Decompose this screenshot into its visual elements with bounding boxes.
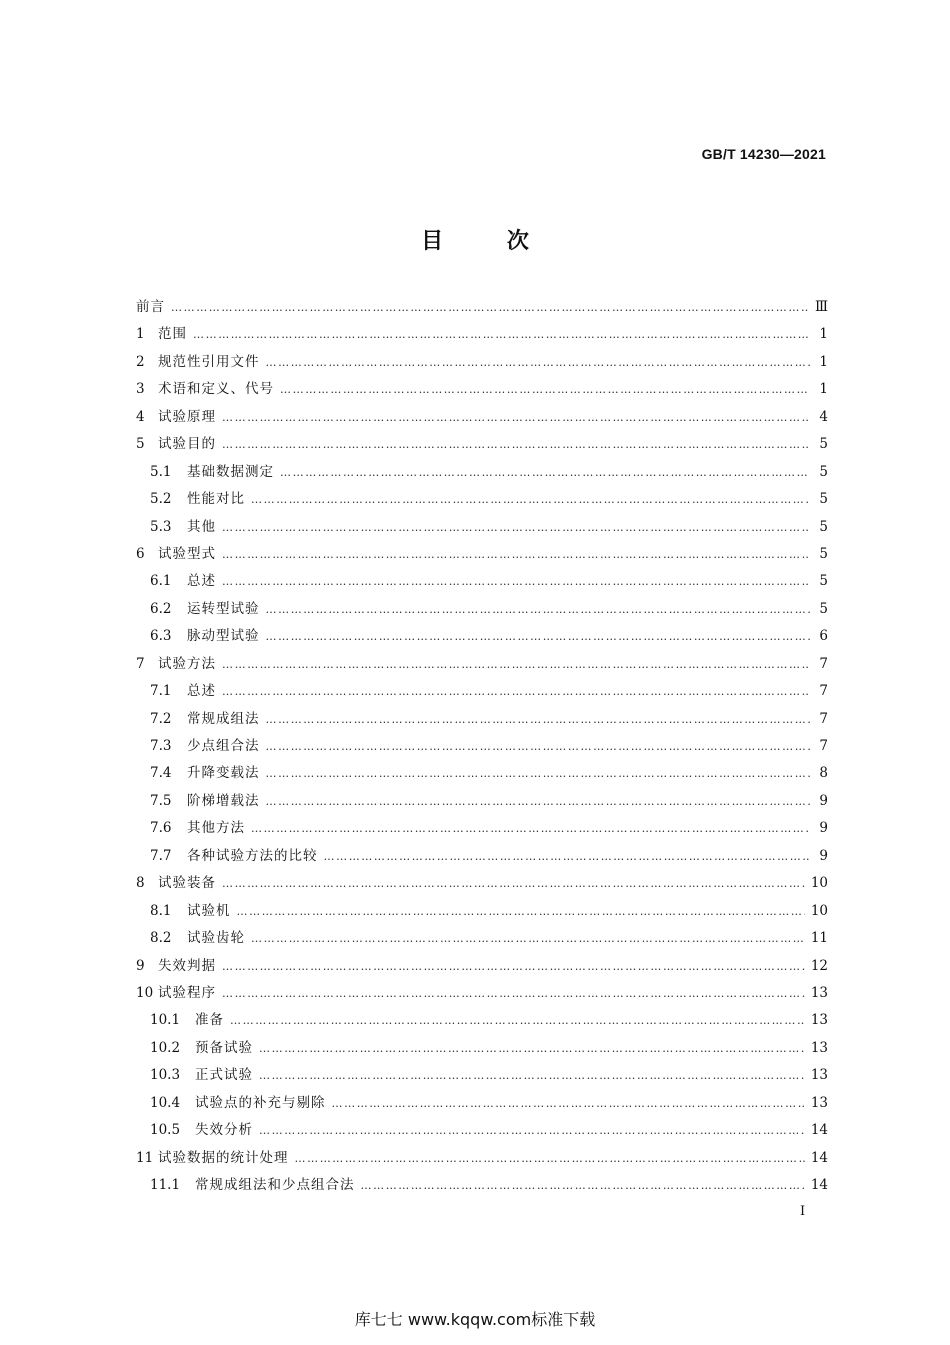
- toc-entry-label: 正式试验: [195, 1067, 253, 1084]
- toc-entry-number: 4: [136, 408, 145, 425]
- toc-entry-label: 升降变载法: [187, 765, 260, 782]
- toc-entry[interactable]: [136, 980, 828, 1007]
- toc-entry[interactable]: [136, 815, 828, 842]
- toc-entry-page: 14: [810, 1149, 828, 1166]
- page-folio: I: [800, 1204, 806, 1219]
- toc-entry-number: 10.4: [150, 1094, 181, 1111]
- toc-entry-page: 8: [819, 765, 828, 782]
- toc-entry-page: 14: [810, 1122, 828, 1139]
- toc-leader-dots: [222, 870, 805, 897]
- toc-leader-dots: [259, 1062, 805, 1089]
- toc-entry-page: 4: [819, 408, 828, 425]
- toc-leader-dots: [361, 1172, 805, 1199]
- toc-entry-number: 5.2: [150, 491, 172, 508]
- toc-entry-number: 10: [136, 984, 154, 1001]
- toc-entry-page: 5: [819, 573, 828, 590]
- toc-entry-page: 13: [810, 1039, 828, 1056]
- toc-entry[interactable]: [136, 404, 828, 431]
- toc-entry-label: 试验方法: [158, 655, 216, 672]
- toc-leader-dots: [266, 788, 811, 815]
- toc-entry-number: 5: [136, 436, 145, 453]
- toc-entry[interactable]: [136, 1172, 828, 1199]
- toc-entry-number: 6.3: [150, 628, 172, 645]
- toc-entry-number: 2: [136, 353, 145, 370]
- toc-entry-label: 试验齿轮: [187, 930, 245, 947]
- toc-entry-page: 13: [810, 1012, 828, 1029]
- toc-entry-label: 基础数据测定: [187, 463, 274, 480]
- toc-entry-number: 8.1: [150, 902, 172, 919]
- toc-entry[interactable]: [136, 788, 828, 815]
- toc-entry-number: 7.4: [150, 765, 172, 782]
- toc-entry[interactable]: [136, 1090, 828, 1117]
- toc-entry[interactable]: [136, 678, 828, 705]
- toc-entry-number: 10.5: [150, 1122, 181, 1139]
- toc-entry-label: 少点组合法: [187, 738, 260, 754]
- toc-entry-label: 试验程序: [158, 984, 216, 1001]
- toc-entry-page: 5: [819, 518, 828, 535]
- toc-entry[interactable]: [136, 733, 828, 760]
- toc-entry[interactable]: [136, 459, 828, 486]
- toc-leader-dots: [266, 706, 811, 733]
- toc-entry-label: 试验原理: [158, 408, 216, 425]
- toc-entry-label: 试验装备: [158, 875, 216, 892]
- toc-entry-label: 脉动型试验: [187, 628, 260, 645]
- toc-entry-page: 7: [819, 655, 828, 672]
- toc-entry-number: 7.2: [150, 710, 172, 727]
- toc-entry-label: 试验机: [187, 902, 231, 919]
- toc-entry-label: 失效判据: [158, 957, 216, 974]
- toc-entry-page: 9: [819, 792, 828, 809]
- toc-entry[interactable]: [136, 870, 828, 897]
- toc-entry[interactable]: [136, 706, 828, 733]
- toc-leader-dots: [266, 596, 811, 623]
- toc-leader-dots: [222, 568, 810, 595]
- toc-entry-label: 试验点的补充与剔除: [195, 1094, 326, 1111]
- toc-entry-label: 常规成组法和少点组合法: [195, 1177, 355, 1193]
- toc-entry-page: 12: [810, 957, 828, 974]
- toc-entry-number: 3: [136, 381, 145, 398]
- toc-entry-label: 性能对比: [187, 491, 245, 508]
- toc-leader-dots: [266, 349, 811, 376]
- toc-entry[interactable]: [136, 486, 828, 513]
- toc-entry-number: 6.2: [150, 600, 172, 617]
- title-char-1: 目: [421, 229, 444, 254]
- toc-leader-dots: [230, 1007, 805, 1034]
- toc-leader-dots: [259, 1117, 805, 1144]
- toc-entry[interactable]: [136, 623, 828, 650]
- toc-entry-page: 13: [810, 1067, 828, 1084]
- toc-leader-dots: [280, 459, 810, 486]
- toc-leader-dots: [222, 953, 805, 980]
- toc-entry-page: 13: [810, 984, 828, 1001]
- toc-entry-label: 范围: [158, 326, 187, 343]
- toc-entry[interactable]: [136, 541, 828, 568]
- toc-leader-dots: [324, 843, 811, 870]
- toc-entry[interactable]: [136, 843, 828, 870]
- toc-entry-label: 准备: [195, 1012, 224, 1029]
- toc-entry-number: 7.7: [150, 847, 172, 864]
- toc-entry[interactable]: [136, 1007, 828, 1034]
- toc-entry-number: 7.1: [150, 683, 172, 700]
- toc-entry-page: 1: [819, 326, 828, 343]
- toc-leader-dots: [266, 733, 811, 760]
- toc-entry-number: 5.1: [150, 463, 172, 480]
- toc-entry-number: 10.1: [150, 1012, 181, 1029]
- table-of-contents: [136, 294, 828, 1199]
- toc-entry-page: 6: [819, 628, 828, 645]
- toc-entry-label: 运转型试验: [187, 600, 260, 617]
- toc-entry-label: 其他方法: [187, 820, 245, 837]
- toc-entry-number: 10.3: [150, 1067, 181, 1084]
- toc-entry-page: 14: [810, 1177, 828, 1193]
- toc-leader-dots: [251, 815, 810, 842]
- toc-entry[interactable]: [136, 1117, 828, 1144]
- toc-entry-page: 5: [819, 436, 828, 453]
- toc-entry-page: 7: [819, 710, 828, 727]
- toc-entry-label: 总述: [187, 573, 216, 590]
- toc-entry[interactable]: [136, 760, 828, 787]
- toc-entry-label: 试验型式: [158, 545, 216, 562]
- toc-entry-number: 8.2: [150, 930, 172, 947]
- toc-entry-label: 失效分析: [195, 1122, 253, 1139]
- toc-entry[interactable]: [136, 349, 828, 376]
- standard-code: GB/T 14230—2021: [701, 146, 826, 162]
- toc-entry-page: 5: [819, 491, 828, 508]
- toc-entry[interactable]: [136, 294, 828, 321]
- toc-entry-label: 规范性引用文件: [158, 353, 260, 370]
- toc-leader-dots: [171, 294, 809, 321]
- toc-leader-dots: [266, 623, 811, 650]
- page-title: [0, 224, 950, 255]
- toc-entry-number: 10.2: [150, 1039, 181, 1056]
- toc-entry[interactable]: [136, 651, 828, 678]
- toc-entry-label: 常规成组法: [187, 710, 260, 727]
- toc-entry[interactable]: [136, 898, 828, 925]
- toc-leader-dots: [266, 760, 811, 787]
- toc-leader-dots: [295, 1145, 805, 1172]
- toc-entry-page: 9: [819, 820, 828, 837]
- toc-entry[interactable]: [136, 376, 828, 403]
- toc-leader-dots: [222, 651, 810, 678]
- toc-leader-dots: [280, 376, 810, 403]
- toc-entry-number: 8: [136, 875, 145, 892]
- toc-leader-dots: [251, 486, 810, 513]
- toc-entry-label: 预备试验: [195, 1039, 253, 1056]
- toc-leader-dots: [251, 925, 805, 952]
- toc-entry-number: 11.1: [150, 1177, 181, 1193]
- toc-entry[interactable]: [136, 568, 828, 595]
- toc-leader-dots: [222, 431, 810, 458]
- toc-entry-number: 6.1: [150, 573, 172, 590]
- toc-entry[interactable]: [136, 1062, 828, 1089]
- toc-entry-number: 7.3: [150, 738, 172, 754]
- toc-entry[interactable]: [136, 1145, 828, 1172]
- toc-entry-number: 11: [136, 1149, 154, 1166]
- toc-leader-dots: [222, 678, 810, 705]
- toc-leader-dots: [222, 980, 805, 1007]
- toc-entry-page: 10: [810, 902, 828, 919]
- toc-entry[interactable]: [136, 514, 828, 541]
- toc-entry[interactable]: [136, 321, 828, 348]
- footer-watermark: 库七七 www.kqqw.com标准下载: [354, 1310, 596, 1329]
- toc-entry-page: 1: [819, 353, 828, 370]
- toc-entry-label: 阶梯增载法: [187, 792, 260, 809]
- toc-entry-number: 6: [136, 545, 145, 562]
- toc-entry-label: 前言: [136, 299, 165, 315]
- toc-entry-page: 13: [810, 1094, 828, 1111]
- toc-entry-label: 其他: [187, 518, 216, 535]
- toc-entry[interactable]: [136, 1035, 828, 1062]
- toc-entry-page: 10: [810, 875, 828, 892]
- toc-entry-label: 术语和定义、代号: [158, 381, 274, 398]
- toc-leader-dots: [222, 404, 810, 431]
- toc-entry-number: 5.3: [150, 518, 172, 535]
- toc-entry[interactable]: [136, 953, 828, 980]
- toc-entry-label: 总述: [187, 683, 216, 700]
- toc-entry-page: 9: [819, 847, 828, 864]
- toc-entry-page: 11: [810, 930, 828, 947]
- toc-entry-number: 7.5: [150, 792, 172, 809]
- toc-entry-page: Ⅲ: [814, 299, 828, 315]
- toc-entry-number: 9: [136, 957, 145, 974]
- toc-entry-page: 5: [819, 600, 828, 617]
- toc-leader-dots: [193, 321, 810, 348]
- toc-entry-page: 1: [819, 381, 828, 398]
- toc-entry-label: 试验数据的统计处理: [158, 1149, 289, 1166]
- toc-entry-page: 7: [819, 683, 828, 700]
- toc-leader-dots: [237, 898, 805, 925]
- toc-leader-dots: [332, 1090, 805, 1117]
- toc-entry-number: 7: [136, 655, 145, 672]
- toc-entry-label: 试验目的: [158, 436, 216, 453]
- toc-leader-dots: [259, 1035, 805, 1062]
- toc-leader-dots: [222, 514, 810, 541]
- toc-leader-dots: [222, 541, 810, 568]
- toc-entry-label: 各种试验方法的比较: [187, 847, 318, 864]
- toc-entry-number: 7.6: [150, 820, 172, 837]
- toc-entry[interactable]: [136, 431, 828, 458]
- toc-entry-page: 5: [819, 463, 828, 480]
- toc-entry[interactable]: [136, 925, 828, 952]
- title-char-2: 次: [506, 229, 529, 254]
- toc-entry[interactable]: [136, 596, 828, 623]
- toc-entry-page: 5: [819, 545, 828, 562]
- toc-entry-page: 7: [819, 738, 828, 754]
- toc-entry-number: 1: [136, 326, 145, 343]
